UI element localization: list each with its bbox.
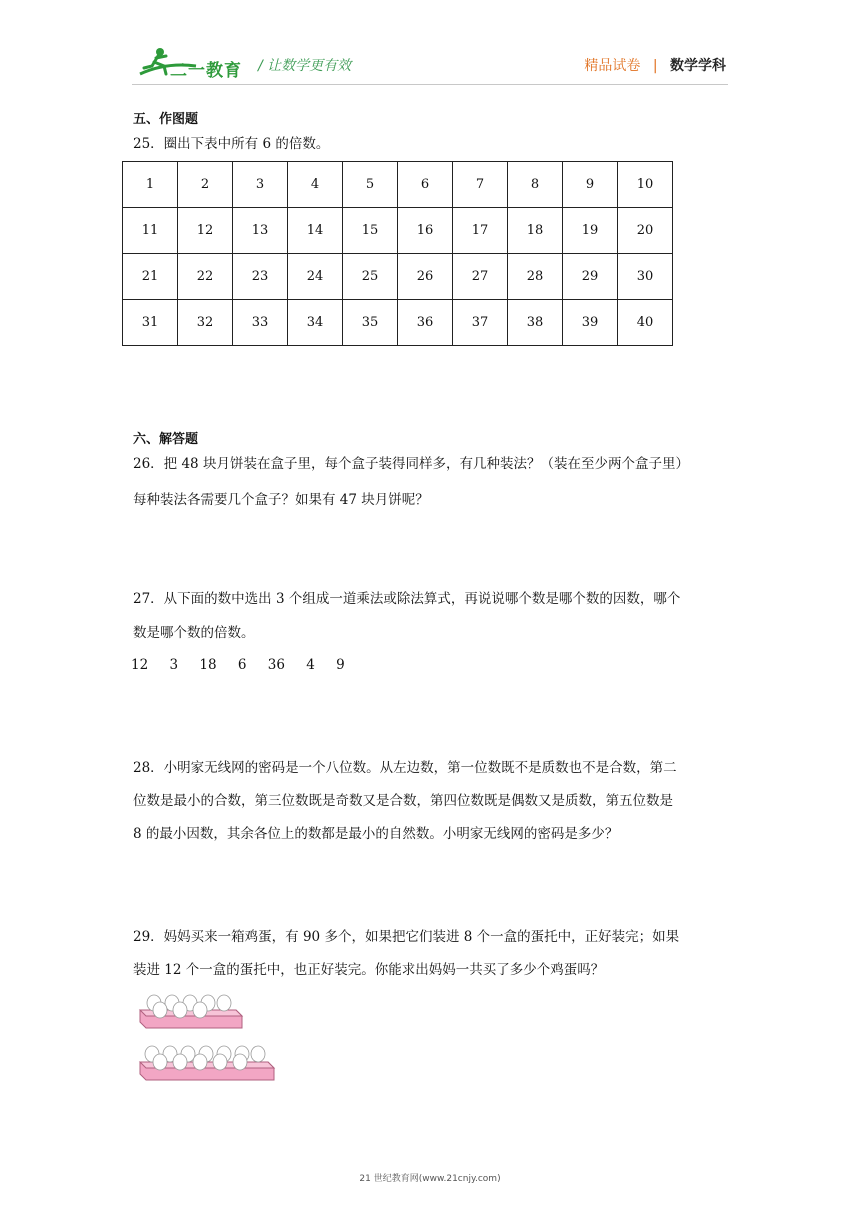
number-option: 6 (237, 657, 247, 673)
question-28-line-3: 8 的最小因数，其余各位上的数都是最小的自然数。小明家无线网的密码是多少？ (133, 826, 619, 842)
number-table (122, 161, 673, 346)
number-option: 12 (131, 657, 149, 673)
section-5-title: 五、作图题 (133, 112, 199, 127)
question-28-line-1: 28．小明家无线网的密码是一个八位数。从左边数，第一位数既不是质数也不是合数，第二 (133, 760, 677, 776)
table-cell[interactable]: 25 (343, 254, 398, 300)
table-row (123, 254, 673, 300)
question-25: 25．圈出下表中所有 6 的倍数。 (133, 136, 330, 152)
egg-tray-12-icon (140, 1046, 274, 1080)
table-cell[interactable]: 40 (618, 300, 673, 346)
table-cell[interactable]: 8 (508, 162, 563, 208)
table-cell[interactable]: 21 (123, 254, 178, 300)
table-cell[interactable]: 15 (343, 208, 398, 254)
table-cell[interactable]: 23 (233, 254, 288, 300)
question-26-line-2: 每种装法各需要几个盒子？如果有 47 块月饼呢？ (133, 492, 429, 508)
question-27-line-2: 数是哪个数的倍数。 (133, 625, 255, 641)
number-option: 3 (169, 657, 179, 673)
table-cell[interactable]: 2 (178, 162, 233, 208)
number-option: 9 (336, 657, 345, 673)
header-right (584, 55, 726, 75)
table-cell[interactable]: 9 (563, 162, 618, 208)
table-cell[interactable]: 6 (398, 162, 453, 208)
table-cell[interactable]: 17 (453, 208, 508, 254)
page-header (0, 0, 860, 90)
table-cell[interactable]: 5 (343, 162, 398, 208)
brand-label: 精品试卷 (584, 58, 641, 74)
table-cell[interactable]: 27 (453, 254, 508, 300)
question-27-line-1: 27．从下面的数中选出 3 个组成一道乘法或除法算式，再说说哪个数是哪个数的因数，哪个 (133, 591, 681, 607)
question-27-numbers (131, 657, 362, 673)
table-cell[interactable]: 7 (453, 162, 508, 208)
slogan: / 让数学更有效 (258, 58, 352, 74)
table-cell[interactable]: 38 (508, 300, 563, 346)
table-cell[interactable]: 37 (453, 300, 508, 346)
logo-text: 二一教育 (170, 61, 242, 81)
table-cell[interactable]: 29 (563, 254, 618, 300)
table-cell[interactable]: 4 (288, 162, 343, 208)
table-cell[interactable]: 3 (233, 162, 288, 208)
page-footer: 21 世纪教育网(www.21cnjy.com) (359, 1174, 501, 1184)
table-cell[interactable]: 10 (618, 162, 673, 208)
table-cell[interactable]: 34 (288, 300, 343, 346)
table-cell[interactable]: 12 (178, 208, 233, 254)
table-cell[interactable]: 11 (123, 208, 178, 254)
table-cell[interactable]: 18 (508, 208, 563, 254)
table-cell[interactable]: 24 (288, 254, 343, 300)
table-cell[interactable]: 26 (398, 254, 453, 300)
table-cell[interactable]: 19 (563, 208, 618, 254)
table-cell[interactable]: 30 (618, 254, 673, 300)
table-cell[interactable]: 16 (398, 208, 453, 254)
egg-tray-8-icon (140, 995, 242, 1028)
question-28-line-2: 位数是最小的合数，第三位数既是奇数又是合数，第四位数既是偶数又是质数，第五位数是 (133, 793, 673, 809)
table-cell[interactable]: 28 (508, 254, 563, 300)
table-row (123, 300, 673, 346)
table-cell[interactable]: 31 (123, 300, 178, 346)
question-26-line-1: 26．把 48 块月饼装在盒子里，每个盒子装得同样多，有几种装法？（装在至少两个盒子里） (133, 456, 689, 472)
subject-label: 数学学科 (670, 58, 726, 74)
section-6-title: 六、解答题 (133, 432, 199, 447)
table-cell[interactable]: 13 (233, 208, 288, 254)
header-divider (132, 84, 728, 85)
egg-trays-illustration (136, 994, 281, 1094)
table-cell[interactable]: 36 (398, 300, 453, 346)
number-option: 4 (306, 657, 315, 673)
number-option: 18 (199, 657, 217, 673)
table-row (123, 208, 673, 254)
question-29-line-2: 装进 12 个一盒的蛋托中，也正好装完。你能求出妈妈一共买了多少个鸡蛋吗？ (133, 962, 605, 978)
number-option: 36 (267, 657, 285, 673)
table-cell[interactable]: 20 (618, 208, 673, 254)
table-cell[interactable]: 35 (343, 300, 398, 346)
table-cell[interactable]: 32 (178, 300, 233, 346)
header-separator: | (652, 58, 658, 74)
table-cell[interactable]: 1 (123, 162, 178, 208)
table-cell[interactable]: 14 (288, 208, 343, 254)
table-row (123, 162, 673, 208)
table-cell[interactable]: 39 (563, 300, 618, 346)
table-cell[interactable]: 22 (178, 254, 233, 300)
table-cell[interactable]: 33 (233, 300, 288, 346)
question-29-line-1: 29．妈妈买来一箱鸡蛋，有 90 多个，如果把它们装进 8 个一盒的蛋托中，正好装完；如果 (133, 929, 680, 945)
